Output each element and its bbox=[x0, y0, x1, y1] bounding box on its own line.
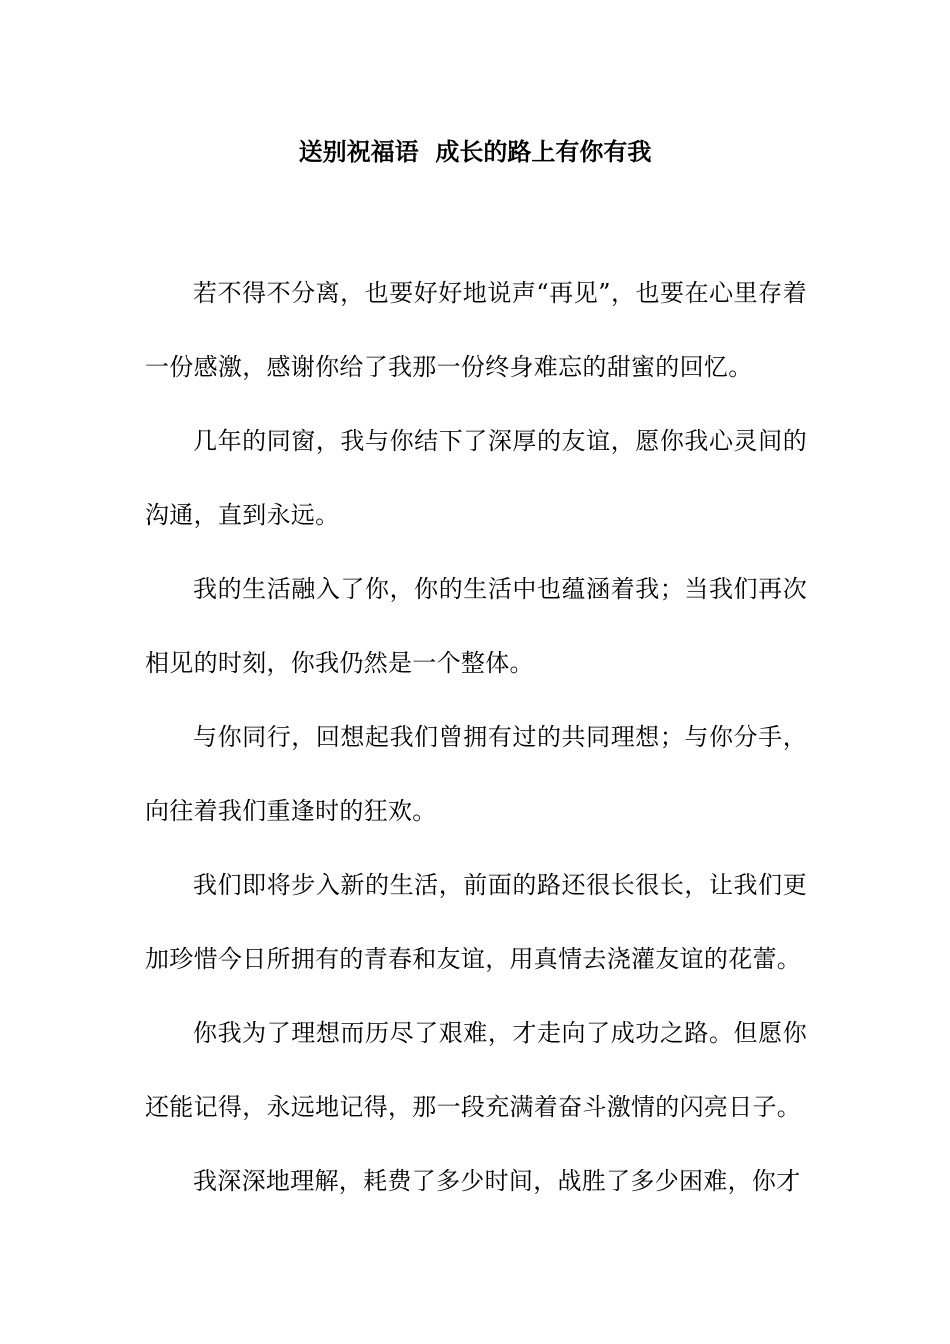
paragraph-2: 几年的同窗，我与你结下了深厚的友谊，愿你我心灵间的沟通，直到永远。 bbox=[145, 427, 807, 529]
paragraph-6: 你我为了理想而历尽了艰难，才走向了成功之路。但愿你还能记得，永远地记得，那一段充满着奋斗激情的闪亮日子。 bbox=[145, 1019, 807, 1121]
document-body bbox=[145, 256, 807, 1218]
paragraph-7: 我深深地理解，耗费了多少时间，战胜了多少困难，你才 bbox=[193, 1167, 801, 1195]
paragraph-5: 我们即将步入新的生活，前面的路还很长很长，让我们更加珍惜今日所拥有的青春和友谊，用真情去浇灌友谊的花蕾。 bbox=[145, 871, 807, 973]
document-title: 送别祝福语 成长的路上有你有我 bbox=[298, 138, 652, 166]
paragraph-4: 与你同行，回想起我们曾拥有过的共同理想；与你分手，向往着我们重逢时的狂欢。 bbox=[145, 723, 807, 825]
paragraph-3: 我的生活融入了你，你的生活中也蕴涵着我；当我们再次相见的时刻，你我仍然是一个整体。 bbox=[145, 575, 807, 677]
paragraph-1: 若不得不分离，也要好好地说声“再见”，也要在心里存着一份感激，感谢你给了我那一份终身难忘的甜蜜的回忆。 bbox=[145, 279, 807, 381]
